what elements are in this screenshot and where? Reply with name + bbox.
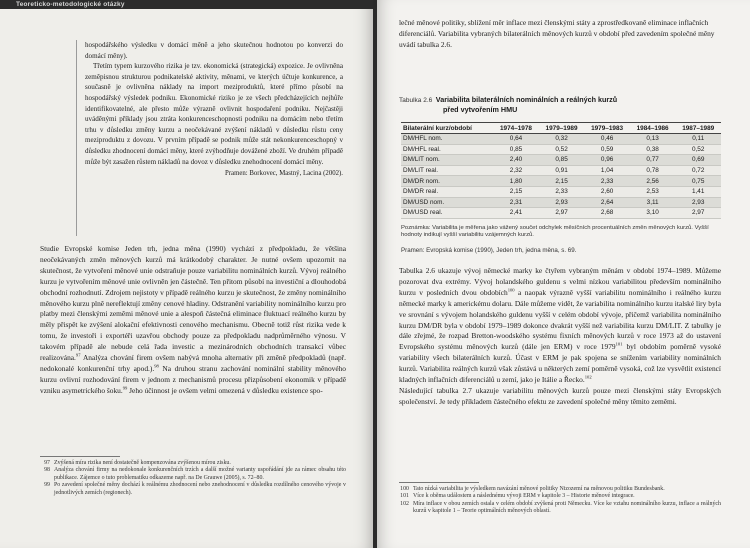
- body-paragraph: [40, 244, 346, 397]
- column-header: Bilaterální kurz/období: [401, 123, 493, 134]
- table-cell: 0,64: [493, 134, 539, 145]
- footnote-ref[interactable]: 99: [122, 385, 128, 391]
- table-cell: 2,56: [630, 176, 676, 187]
- footnote-rule: [40, 456, 120, 457]
- column-header: 1979–1983: [584, 123, 630, 134]
- table-cell: 2,93: [675, 197, 721, 208]
- table-row: [401, 155, 721, 166]
- footnote-text: Tato nízká variabilita je výsledkem navázání měnové politiky Nizozemí na měnovou politiku Bundesbank.: [413, 486, 665, 492]
- body-paragraph: Následující tabulka 2.7 ukazuje variabilitu měnových kurzů pouze mezi členskými státy Evropských společenství. Je tedy příkladem částečného efektu ze zavedení společné měny těmito zeměmi.: [399, 385, 721, 406]
- table-cell: DM/HFL real.: [401, 144, 493, 155]
- table-cell: DM/DR real.: [401, 186, 493, 197]
- table-cell: 0,91: [539, 165, 585, 176]
- column-header: 1974–1978: [493, 123, 539, 134]
- column-header: 1984–1986: [630, 123, 676, 134]
- table-cell: 0,85: [539, 155, 585, 166]
- table-cell: 2,33: [584, 176, 630, 187]
- table-row: [401, 186, 721, 197]
- footnote-ref[interactable]: 97: [75, 352, 81, 358]
- left-body-text: [40, 244, 346, 397]
- footnote-number: 100: [400, 486, 409, 492]
- footnote-ref[interactable]: 98: [154, 363, 159, 369]
- body-text-segment: Jeho účinnost je ovšem velmi omezená v důsledku existence spo-: [129, 385, 323, 395]
- table-cell: 2,33: [539, 186, 585, 197]
- body-text-segment: Studie Evropské komise Jeden trh, jedna měna (1990) vychází z předpokladu, že většina neočekávaných změn měnových kurzů má krátkodobý charakter. Je nutné ovšem upozornit na skutečnost, že vytvoření měnové unie odstraňuje pouze variabilitu nominálních kurzů. Vývoj reálného kurzu je vytvořením měnové unie ovlivněn jen částečně. Ten přitom působí na investiční a dlouhodobá obchodní rozhodnutí. Zdrojem nejistoty v případě reálného kurzu je skutečnost, že změny nominálního měnového kurzu plně nereflektují změny cenové hladiny. Odstranění variability nominálního kurzu pro platby mezi členskými zeměmi měnové unie a alespoň částečná eliminace fluktuací reálného kurzu by měly přispět ke zvýšení alokační efektivnosti cenového mechanismu. Obecně totiž růst rizika vede k tomu, že investoři i exportéři uzavřou obchody pouze za předpokladu nadprůměrného výnosu. V takovém případě ale nebude celá řada investic a mezinárodních obchodních transakcí vůbec realizována.: [40, 244, 346, 363]
- running-head-text: Teoreticko-metodologické otázky: [16, 1, 125, 8]
- footnote-text: Analýza chování firmy na nedokonale konkurenčních trzích a další možné varianty uspořádání jde za rámec obsahu této publikace. Zájemce o tuto problematiku odkazeme např. na De Grauwe (2005), s. 72–80.: [54, 467, 346, 481]
- table-cell: 2,15: [539, 176, 585, 187]
- footnote-ref[interactable]: 100: [507, 287, 515, 293]
- footnote: [399, 501, 721, 516]
- table-cell: 0,52: [675, 144, 721, 155]
- table-cell: DM/USD real.: [401, 208, 493, 219]
- footnote-ref[interactable]: 101: [615, 341, 623, 347]
- table-cell: 2,68: [584, 208, 630, 219]
- table-cell: 0,11: [675, 134, 721, 145]
- footnote-number: 101: [400, 493, 409, 500]
- body-paragraph: [399, 266, 721, 386]
- table-note: Poznámka: Variabilita je měřena jako vážený součet odchylek měsíčních procentuálních změn měnových kurzů. Vyšší hodnoty indikují vyšší variabilitu vzájemných kurzů.: [401, 225, 709, 239]
- footnote: [399, 493, 721, 500]
- table-cell: 0,46: [584, 134, 630, 145]
- table-cell: 0,72: [675, 165, 721, 176]
- table-cell: 0,96: [584, 155, 630, 166]
- table-cell: 0,78: [630, 165, 676, 176]
- table-cell: 2,15: [493, 186, 539, 197]
- table-row: [401, 197, 721, 208]
- table-cell: 0,32: [539, 134, 585, 145]
- footnote-number: 98: [44, 467, 50, 474]
- column-header: 1979–1989: [539, 123, 585, 134]
- table-row: [401, 144, 721, 155]
- table-source: Pramen: Evropská komise (1990), Jeden trh, jedna měna, s. 69.: [401, 247, 577, 254]
- table-cell: 2,40: [493, 155, 539, 166]
- table-cell: DM/USD nom.: [401, 197, 493, 208]
- footnote-text: Více k oběma událostem a následnému vývoji ERM v kapitole 3 – Historie měnové integrace.: [413, 493, 635, 500]
- left-page: [0, 0, 373, 548]
- table-cell: 2,41: [493, 208, 539, 219]
- table-cell: 0,75: [675, 176, 721, 187]
- table-row: [401, 165, 721, 176]
- table-cell: 0,77: [630, 155, 676, 166]
- table-cell: DM/HFL nom.: [401, 134, 493, 145]
- table-cell: 2,53: [630, 186, 676, 197]
- table-cell: DM/LIT nom.: [401, 155, 493, 166]
- right-body-text: [399, 266, 721, 408]
- table-cell: 1,80: [493, 176, 539, 187]
- body-text-segment: Tabulka 2.6 ukazuje vývoj německé marky ke čtyřem vybraným měnám v období 1974–1989. Můžeme pozorovat dva extrémy. Vývoj holandského guldenu s velmi nízkou variabilitou především nominálního kurzu v posledních dvou obdobích: [399, 266, 721, 297]
- body-text-segment: Na druhou stranu zachování nominální stability měnového kurzu ovlivní rozhodování firem v jednom z mechanismů procesu přizpůsobení ekonomik v případě vzniku asymetrického šoku.: [40, 363, 347, 395]
- table-cell: 0,13: [630, 134, 676, 145]
- running-head: [0, 0, 373, 9]
- left-footnotes: [40, 456, 346, 497]
- table-cell: 1,04: [584, 165, 630, 176]
- footnote: [399, 486, 721, 493]
- table-cell: 2,60: [584, 186, 630, 197]
- footnote: [40, 482, 346, 497]
- table-cell: 0,38: [630, 144, 676, 155]
- table-cell: 2,64: [584, 197, 630, 208]
- table-cell: 2,93: [539, 197, 585, 208]
- footnote-number: 99: [44, 482, 50, 489]
- right-page: [377, 0, 750, 548]
- footnote: [40, 467, 346, 482]
- example-paragraph: hospodářského výsledku v domácí měně a jeho skutečnou hodnotou po konverzi do domácí měny).: [85, 41, 343, 60]
- footnote-text: Zvýšená míra rizika není dostatečně kompenzována zvýšenou mírou zisku.: [54, 460, 231, 466]
- table-cell: 0,52: [539, 144, 585, 155]
- footnote-rule: [399, 482, 479, 483]
- footnote-text: Po zavedení společné měny dochází k reálnému zhodnocení nebo znehodnocení v důsledku rozdílného cenového vývoje v jednotlivých zemích (regionech).: [54, 482, 346, 496]
- table-cell: 2,97: [539, 208, 585, 219]
- body-text-segment: byl obdobím poměrně vysoké variability všech bilaterálních kurzů. Účast v ERM je pak spojena se snížením variability nominálních kurzů. Variabilita reálných kurzů však zůstává u některých zemí poměrně vysoká, což lze vysvětlit existencí kladných inflačních diferenciálů u zemí, jako je Itálie a Řecko.: [399, 342, 721, 385]
- table-cell: 3,11: [630, 197, 676, 208]
- table-cell: 1,41: [675, 186, 721, 197]
- table-cell: 2,97: [675, 208, 721, 219]
- body-text-segment: Analýza chování firem ovšem nabývá mnoha alternativ při změně předpokladů (např. nedokonalé konkurenční trhy apod.).: [40, 353, 346, 373]
- footnote-number: 97: [44, 460, 50, 466]
- table-row: [401, 176, 721, 187]
- table-title-line2: před vytvořením HMU: [443, 105, 518, 114]
- body-text-segment: a naopak výrazně vyšší variabilitu nominálního i reálného kurzu německé marky k americkému dolaru. Dále můžeme vidět, že variabilita nominálního kurzu italské liry byla ve srovnání s vývojem holandského guldenu vyšší v celém období vývoje, přičemž variabilita nominálního kurzu DM/DR byla v období 1979–1989 dokonce dvakrát vyšší než variabilita kurzu DM/LIT. Z tabulky je dále zřejmé, že rozpad Bretton-woodského systému fixních měnových kurzů v roce 1973 až do ustavení Evropského systému měnových kurzů (dále jen ERM) v roce 1979: [399, 287, 721, 352]
- table-cell: 0,59: [584, 144, 630, 155]
- example-paragraph: Třetím typem kurzového rizika je tzv. ekonomická (strategická) expozice. Je ovlivněna zeměpisnou strukturou podnikatelské aktivity, měnami, ve kterých účtuje konkurence, a současně je ovlivněna náklady na import meziproduktů, které přímo působí na hospodářský výsledek podniku. Ekonomické riziko je ze všech předcházejících nejhůře identifikovatelné, ale přesto může výrazně ovlivnit hospodaření podniku. Nejčastěji uváděnými příklady jsou ztráta konkurenceschopnosti podniku na domácím nebo třetím trhu v důsledku změny kurzu a neočekávané zvýšení nákladů v důsledku růstu ceny meziproduktu z dovozu. V prvním případě se podnik může stát nekonkurenceschopný v důsledku zhodnocení domácí měny, které zvýhodňuje dovážené zboží. Ve druhém případě může být zasažen růstem nákladů na dovoz v důsledku znehodnocení domácí měny.: [85, 62, 343, 166]
- table-cell: DM/LIT real.: [401, 165, 493, 176]
- table-header-row: [401, 123, 721, 134]
- table-cell: 0,69: [675, 155, 721, 166]
- table-row: [401, 134, 721, 145]
- table-label: Tabulka 2.6: [399, 97, 433, 104]
- example-source: Pramen: Borkovec, Mastný, Lacina (2002).: [225, 170, 343, 178]
- table-title: Variabilita bilaterálních nominálních a reálných kurzů: [435, 95, 618, 104]
- table-cell: DM/DR nom.: [401, 176, 493, 187]
- right-top-text: [399, 18, 721, 51]
- footnote-ref[interactable]: 102: [584, 374, 592, 380]
- table-row: [401, 208, 721, 219]
- body-paragraph: lečné měnové politiky, sblížení měr inflace mezi členskými státy a zprostředkovaně eliminace inflačních diferenciálů. Variabilita vybraných bilaterálních měnových kurzů v období před zavedením společné měny uvádí tabulka 2.6.: [399, 18, 715, 49]
- table-caption: [399, 95, 721, 115]
- table-cell: 0,85: [493, 144, 539, 155]
- table-cell: 2,32: [493, 165, 539, 176]
- table-cell: 2,31: [493, 197, 539, 208]
- variability-table: [401, 122, 721, 219]
- footnote-text: Míra inflace v obou zemích ostala v celém období zvýšená proti Německu. Více ke vztahu nominálního kurzu, inflace a reálných kurzů v kapitole 1 – Teorie optimálních měnových oblastí.: [413, 500, 721, 515]
- right-footnotes: [399, 482, 721, 516]
- column-header: 1987–1989: [675, 123, 721, 134]
- footnote-number: 102: [400, 500, 409, 507]
- example-box: [76, 40, 343, 236]
- table-cell: 3,10: [630, 208, 676, 219]
